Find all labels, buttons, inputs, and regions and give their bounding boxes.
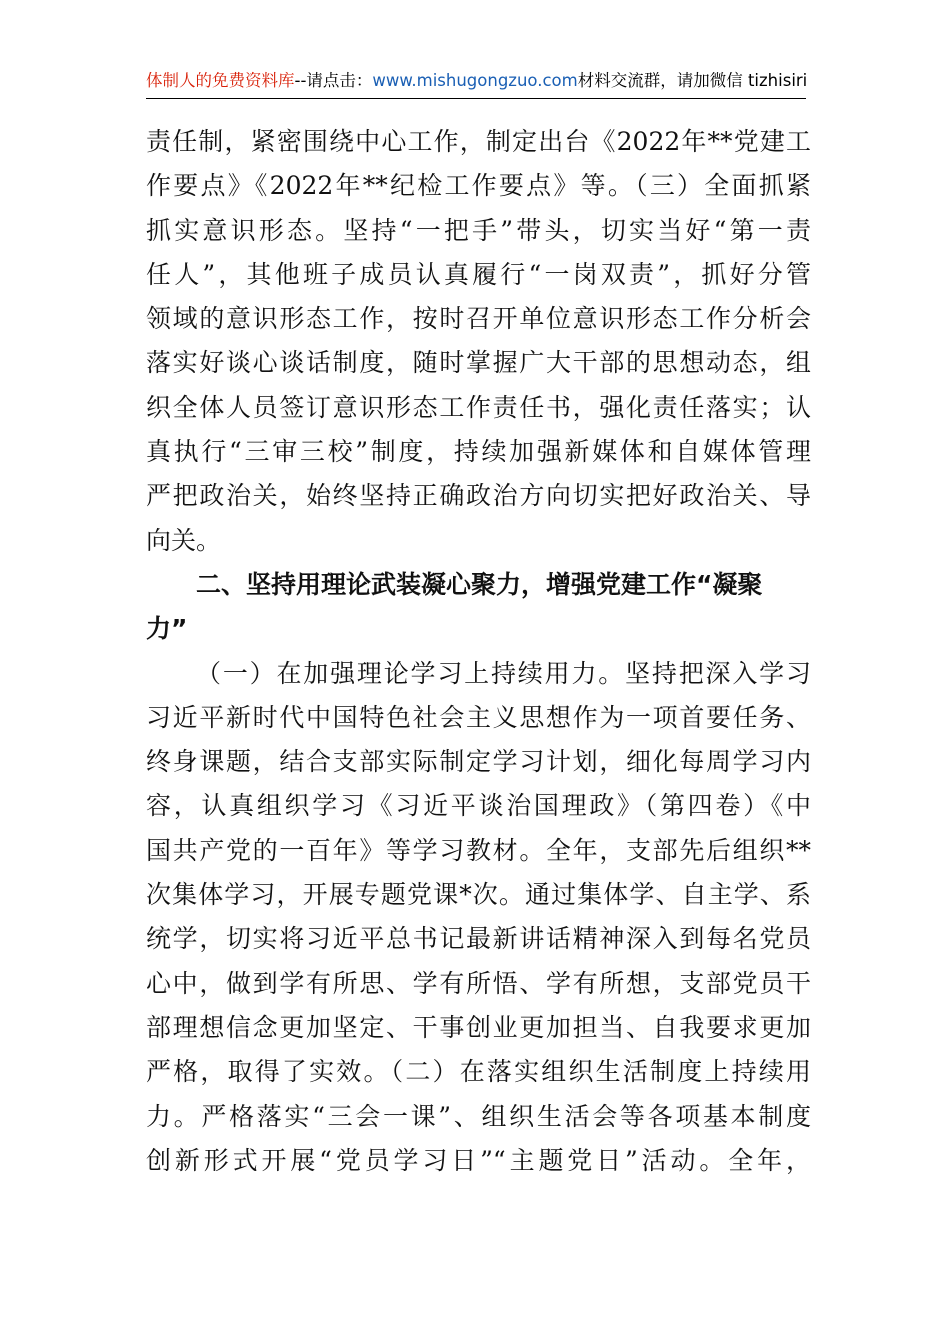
section-2-heading <box>146 563 811 652</box>
header-site-name: 体制人的免费资料库 <box>146 71 295 90</box>
document-body <box>146 120 811 1183</box>
text-line: 部理想信念更加坚定、干事创业更加担当、自我要求更加 <box>146 1012 811 1042</box>
paragraph-1 <box>146 120 811 563</box>
text-line: 向关。 <box>146 525 222 555</box>
header-contact: 材料交流群，请加微信 tizhisiri <box>577 71 808 90</box>
text-line: 任人”，其他班子成员认真履行“一岗双责”，抓好分管 <box>146 259 811 289</box>
text-line: 严格，取得了实效。（二）在落实组织生活制度上持续用 <box>146 1057 811 1087</box>
text-line: 真执行“三审三校”制度，持续加强新媒体和自媒体管理 <box>146 437 811 467</box>
text-line: 作要点》《2022年**纪检工作要点》等。（三）全面抓紧 <box>146 171 811 201</box>
text-line: 落实好谈心谈话制度，随时掌握广大干部的思想动态，组 <box>146 348 811 378</box>
heading-line: 力” <box>146 614 188 644</box>
text-line: （一）在加强理论学习上持续用力。坚持把深入学习 <box>196 658 811 688</box>
text-line: 织全体人员签订意识形态工作责任书，强化责任落实；认 <box>146 392 811 422</box>
text-line: 抓实意识形态。坚持“一把手”带头，切实当好“第一责 <box>146 215 811 245</box>
header-click-prompt: --请点击： <box>294 71 373 90</box>
header-url-link[interactable]: www.mishugongzuo.com <box>372 71 578 90</box>
text-line: 国共产党的一百年》等学习教材。全年，支部先后组织** <box>146 835 811 865</box>
text-line: 容，认真组织学习《习近平谈治国理政》（第四卷）《中 <box>146 791 811 821</box>
text-line: 力。严格落实“三会一课”、组织生活会等各项基本制度 <box>146 1101 811 1131</box>
text-line: 领域的意识形态工作，按时召开单位意识形态工作分析会 <box>146 304 811 334</box>
paragraph-2 <box>146 652 811 1184</box>
text-line: 严把政治关，始终坚持正确政治方向切实把好政治关、导 <box>146 481 811 511</box>
text-line: 次集体学习，开展专题党课*次。通过集体学、自主学、系 <box>146 880 811 910</box>
text-line: 终身课题，结合支部实际制定学习计划，细化每周学习内 <box>146 747 811 777</box>
page-header <box>146 64 806 99</box>
text-line: 统学，切实将习近平总书记最新讲话精神深入到每名党员 <box>146 924 811 954</box>
text-line: 心中，做到学有所思、学有所悟、学有所想，支部党员干 <box>146 968 811 998</box>
heading-line: 二、坚持用理论武装凝心聚力，增强党建工作“凝聚 <box>196 569 763 599</box>
text-line: 习近平新时代中国特色社会主义思想作为一项首要任务、 <box>146 702 811 732</box>
text-line: 责任制，紧密围绕中心工作，制定出台《2022年**党建工 <box>146 127 811 156</box>
text-line: 创新形式开展“党员学习日”“主题党日”活动。全年， <box>146 1145 811 1175</box>
